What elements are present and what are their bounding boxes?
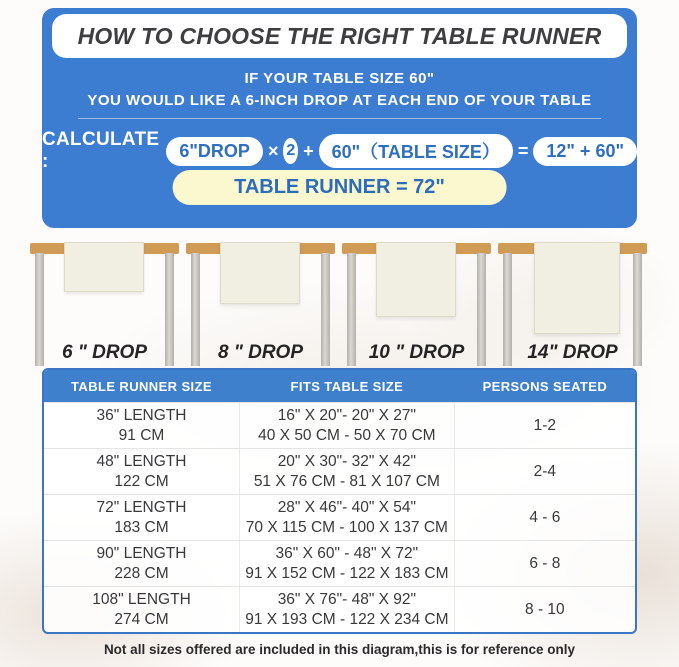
runner-size-cell: 36" LENGTH 91 CM <box>96 406 187 444</box>
column-header-runner-size: TABLE RUNNER SIZE <box>71 378 212 394</box>
runner-swatch <box>220 242 300 304</box>
page-title: HOW TO CHOOSE THE RIGHT TABLE RUNNER <box>77 22 602 49</box>
persons-cell: 2-4 <box>533 462 557 480</box>
column-header-fits-table: FITS TABLE SIZE <box>290 378 404 394</box>
runner-size-cell: 72" LENGTH 183 CM <box>96 498 187 536</box>
disclaimer-note: Not all sizes offered are included in this diagram,this is for reference only <box>103 642 576 657</box>
table-row <box>44 494 635 540</box>
runner-swatch <box>534 242 620 334</box>
column-header-persons: PERSONS SEATED <box>482 378 608 394</box>
equals-sign: = <box>517 140 529 161</box>
persons-cell: 6 - 8 <box>529 554 561 572</box>
table-illustration-10in <box>342 237 491 368</box>
drop-label: 10 " DROP <box>368 342 465 363</box>
runner-size-cell: 48" LENGTH 122 CM <box>96 452 187 490</box>
table-row <box>44 402 635 448</box>
table-row <box>44 448 635 494</box>
runner-size-cell: 90" LENGTH 228 CM <box>96 544 187 582</box>
size-reference-table <box>42 368 637 634</box>
persons-cell: 1-2 <box>533 416 557 434</box>
fits-table-cell: 16" X 20"- 20" X 27" 40 X 50 CM - 50 X 70 CM <box>239 403 455 448</box>
hero-panel <box>42 8 637 228</box>
drop-label: 14" DROP <box>527 342 618 363</box>
table-illustration-6in <box>30 237 179 368</box>
subtitle-line-2: YOU WOULD LIKE A 6-INCH DROP AT EACH END OF YOUR TABLE <box>87 92 592 109</box>
subtitle-line-1: IF YOUR TABLE SIZE 60" <box>244 70 435 87</box>
drop-label: 6 " DROP <box>61 342 148 363</box>
plus-sign: + <box>303 140 314 161</box>
title-box <box>52 14 627 58</box>
drop-label: 8 " DROP <box>217 342 304 363</box>
times-sign: × <box>267 140 279 161</box>
table-size-pill: 60"（TABLE SIZE） <box>319 134 513 168</box>
sum-pill: 12" + 60" <box>533 137 637 166</box>
panel-divider <box>78 118 602 119</box>
persons-cell: 4 - 6 <box>529 508 561 526</box>
persons-cell: 8 - 10 <box>525 600 565 618</box>
table-row <box>44 586 635 632</box>
calculate-label: CALCULATE : <box>42 129 160 172</box>
table-header-row <box>44 370 635 402</box>
table-illustration-14in <box>498 237 647 368</box>
runner-swatch <box>64 242 144 292</box>
fits-table-cell: 36" X 76"- 48" X 92" 91 X 193 CM - 122 X 234 CM <box>239 587 455 632</box>
runner-swatch <box>376 242 456 317</box>
table-row <box>44 540 635 586</box>
drop-illustrations <box>30 237 649 368</box>
fits-table-cell: 20" X 30"- 32" X 42" 51 X 76 CM - 81 X 107 CM <box>239 449 455 494</box>
drop-value-pill: 6"DROP <box>166 137 263 166</box>
table-illustration-8in <box>186 237 335 368</box>
fits-table-cell: 28" X 46"- 40" X 54" 70 X 115 CM - 100 X 137 CM <box>239 495 455 540</box>
fits-table-cell: 36" X 60" - 48" X 72" 91 X 152 CM - 122 X 183 CM <box>239 541 455 586</box>
runner-size-cell: 108" LENGTH 274 CM <box>92 590 191 628</box>
runner-result-pill: TABLE RUNNER = 72" <box>172 170 507 205</box>
multiplier-badge: 2 <box>283 138 298 164</box>
calculation-row <box>42 129 637 173</box>
